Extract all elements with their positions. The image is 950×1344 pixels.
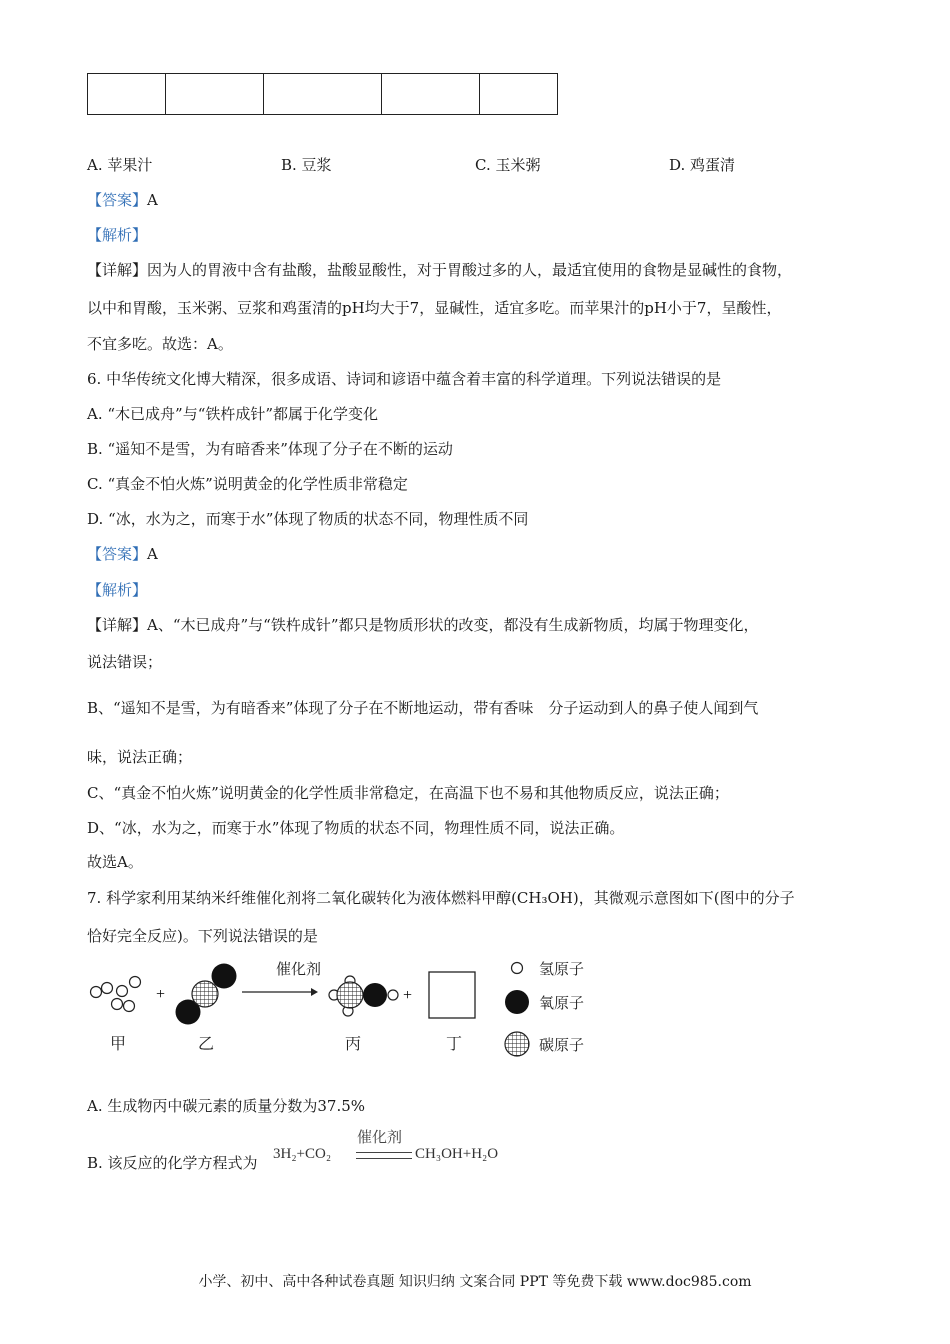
q6-stem: 6. 中华传统文化博大精深，很多成语、诗词和谚语中蕴含着丰富的科学道理。下列说法错误的是	[87, 370, 722, 388]
q6-option-a: A. “木已成舟”与“铁杵成针”都属于化学变化	[87, 405, 379, 423]
q5-detail-line: 以中和胃酸，玉米粥、豆浆和鸡蛋清的pH均大于7，显碱性，适宜多吃。而苹果汁的pH小于7，呈酸性，	[87, 299, 782, 317]
equation-left: 3H₂+CO₂	[273, 1146, 332, 1162]
q6-analysis-tag: 【解析】	[87, 581, 148, 599]
reactant-a-molecules	[91, 977, 141, 1012]
arrow-head-icon	[311, 988, 318, 996]
q7-option-a: A. 生成物丙中碳元素的质量分数为37.5%	[87, 1097, 366, 1115]
detail-text: A、“木已成舟”与“铁杵成针”都只是物质形状的改变，都没有生成新物质，均属于物理变化，	[147, 616, 759, 634]
q6-detail-line: C、“真金不怕火炼”说明黄金的化学性质非常稳定，在高温下也不易和其他物质反应，说法正确；	[87, 784, 729, 802]
catalyst-label: 催化剂	[276, 960, 322, 978]
table-cell	[88, 74, 166, 115]
answer-value: A	[147, 191, 158, 209]
table-cell	[382, 74, 480, 115]
detail-tag: 【详解】	[87, 616, 148, 634]
label-bing: 丙	[345, 1034, 362, 1053]
q6-option-d: D. “冰，水为之，而寒于水”体现了物质的状态不同，物理性质不同	[87, 510, 529, 528]
option-b-text: B. 该反应的化学方程式为	[87, 1154, 258, 1172]
reactant-b-molecule	[176, 964, 237, 1025]
equation-right: CH₃OH+H₂O	[415, 1146, 499, 1162]
answer-tag: 【答案】	[87, 191, 148, 209]
detail-text: 因为人的胃液中含有盐酸，盐酸显酸性，对于胃酸过多的人，最适宜使用的食物是显碱性的食物，	[147, 261, 793, 279]
q6-detail-line: 味，说法正确；	[87, 748, 193, 766]
product-d-box	[429, 972, 475, 1018]
plus-sign: +	[156, 986, 166, 1003]
detail-tag: 【详解】	[87, 261, 148, 279]
hydrogen-atom-icon	[512, 963, 523, 974]
legend-oxygen: 氧原子	[539, 994, 585, 1012]
q5-option-b: B. 豆浆	[281, 156, 332, 174]
plus-sign: +	[403, 987, 413, 1004]
q6-answer	[87, 543, 158, 564]
q7-stem-line: 7. 科学家利用某纳米纤维催化剂将二氧化碳转化为液体燃料甲醇(CH₃OH)，其微观示意图如下(图中的分子	[87, 889, 795, 907]
equation-condition: 催化剂	[357, 1128, 403, 1146]
q6-option-b: B. “遥知不是雪，为有暗香来”体现了分子在不断的运动	[87, 440, 453, 458]
q6-detail-line: 说法错误；	[87, 653, 163, 671]
q5-detail-line	[87, 259, 792, 280]
q7-option-b	[87, 1152, 258, 1173]
product-c-molecule	[329, 976, 398, 1016]
label-jia: 甲	[110, 1034, 127, 1053]
label-ding: 丁	[446, 1034, 463, 1053]
q5-option-c: C. 玉米粥	[475, 156, 541, 174]
reaction-diagram	[80, 955, 620, 1065]
q6-detail-line	[87, 614, 759, 635]
q5-analysis-tag: 【解析】	[87, 226, 148, 244]
q5-option-a: A. 苹果汁	[87, 156, 153, 174]
carbon-atom-icon	[505, 1032, 529, 1056]
q7-stem-line: 恰好完全反应)。下列说法错误的是	[87, 927, 318, 945]
oxygen-atom-icon	[505, 990, 529, 1014]
label-yi: 乙	[198, 1034, 215, 1053]
legend-carbon: 碳原子	[539, 1036, 585, 1054]
q6-detail-line: B、“遥知不是雪，为有暗香来”体现了分子在不断地运动，带有香味 分子运动到人的鼻子使人闻到气	[87, 699, 759, 717]
q5-answer	[87, 189, 158, 210]
equation-sign	[356, 1152, 412, 1159]
table-cell	[480, 74, 558, 115]
answer-table	[87, 73, 558, 115]
q6-detail-line: D、“冰，水为之，而寒于水”体现了物质的状态不同，物理性质不同，说法正确。	[87, 819, 625, 837]
answer-value: A	[147, 545, 158, 563]
legend-hydrogen: 氢原子	[539, 960, 585, 978]
q6-detail-line: 故选A。	[87, 853, 143, 871]
q5-detail-line: 不宜多吃。故选：A。	[87, 335, 233, 353]
q6-option-c: C. “真金不怕火炼”说明黄金的化学性质非常稳定	[87, 475, 408, 493]
page-footer: 小学、初中、高中各种试卷真题 知识归纳 文案合同 PPT 等免费下载 www.doc985.com	[198, 1274, 752, 1290]
answer-tag: 【答案】	[87, 545, 148, 563]
q5-option-d: D. 鸡蛋清	[669, 156, 736, 174]
table-cell	[166, 74, 264, 115]
table-cell	[264, 74, 382, 115]
